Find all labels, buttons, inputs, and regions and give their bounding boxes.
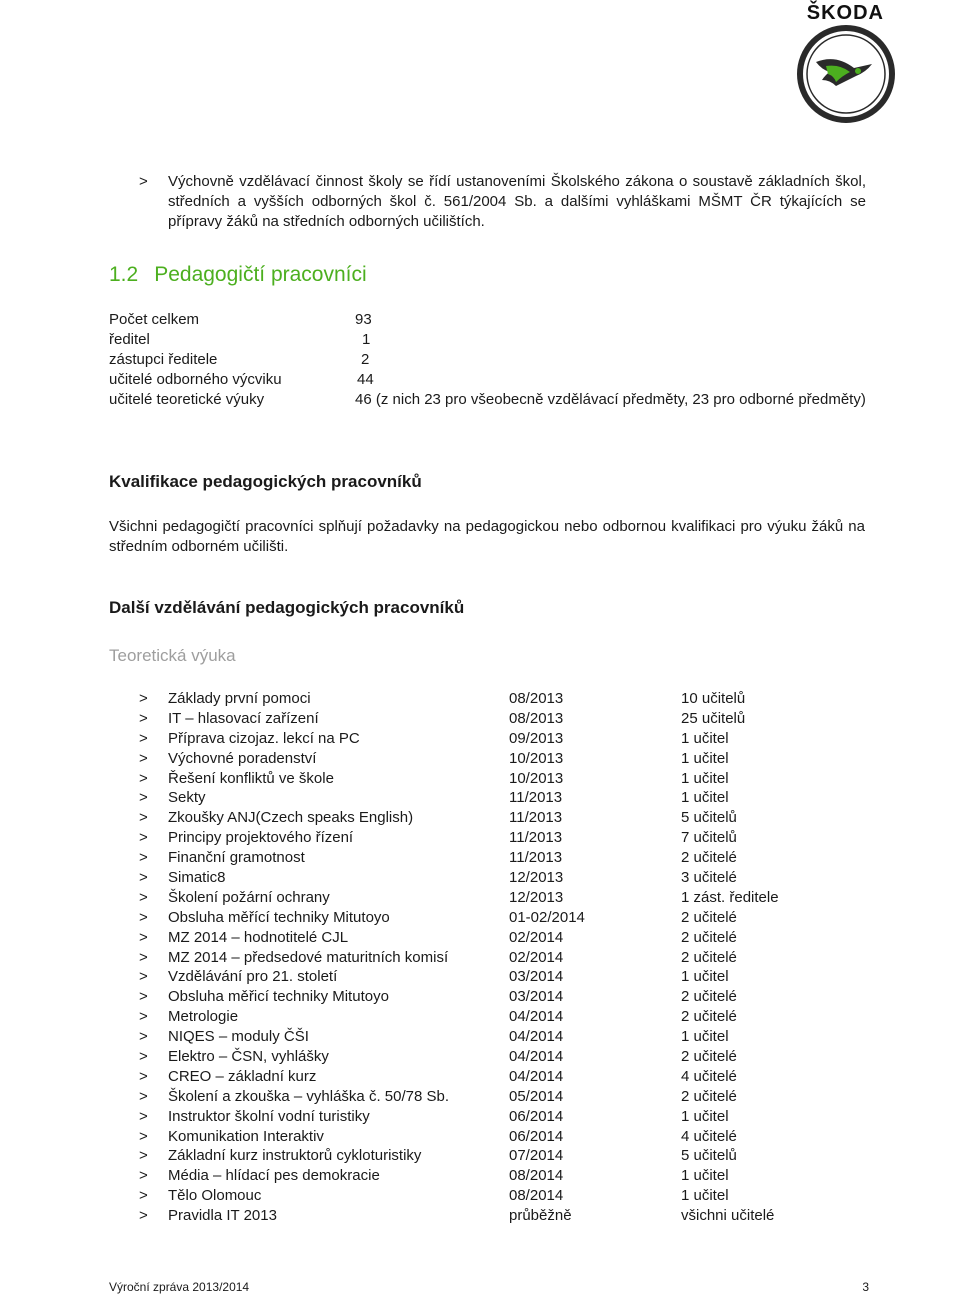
list-item [139, 848, 899, 868]
course-date: 07/2014 [509, 1147, 564, 1165]
course-date: 04/2014 [509, 1028, 564, 1046]
count-value: 46 (z nich 23 pro všeobecně vzdělávací předměty, 23 pro odborné předměty) [355, 391, 866, 408]
course-date: 08/2013 [509, 709, 564, 727]
list-item [139, 967, 899, 987]
bullet-marker: > [139, 988, 148, 1006]
list-item [139, 1166, 899, 1186]
course-date: 06/2014 [509, 1107, 564, 1125]
bullet-marker: > [139, 769, 148, 787]
count-value: 44 [357, 371, 374, 388]
course-participants: 2 učitelé [681, 849, 737, 867]
course-name: Metrologie [168, 1008, 239, 1026]
list-item [139, 908, 899, 928]
count-label: učitelé odborného výcviku [109, 371, 282, 388]
course-name: NIQES – moduly ČŠI [168, 1028, 309, 1046]
count-label: zástupci ředitele [109, 351, 218, 368]
count-row [109, 370, 869, 390]
list-item [139, 1107, 899, 1127]
course-participants: 3 učitelé [681, 869, 737, 887]
course-participants: 2 učitelé [681, 928, 737, 946]
list-item [139, 1146, 899, 1166]
course-name: Školení požární ochrany [168, 888, 330, 906]
course-name: Základy první pomoci [168, 690, 311, 707]
course-participants: 7 učitelů [681, 829, 737, 847]
course-participants: 4 učitelé [681, 1127, 737, 1145]
course-name: Principy projektového řízení [168, 829, 354, 847]
bullet-marker: > [139, 829, 148, 847]
course-name: Elektro – ČSN, vyhlášky [168, 1048, 329, 1066]
bullet-marker: > [139, 849, 148, 867]
course-name: Zkoušky ANJ(Czech speaks English) [168, 809, 414, 827]
course-name: Obsluha měřící techniky Mitutoyo [168, 908, 390, 926]
course-name: Školení a zkouška – vyhláška č. 50/78 Sb. [168, 1087, 449, 1105]
course-date: 05/2014 [509, 1087, 564, 1105]
list-item [139, 888, 899, 908]
bullet-marker: > [139, 948, 148, 966]
course-participants: všichni učitelé [681, 1207, 775, 1225]
section-number: 1.2 [109, 263, 139, 286]
course-participants: 2 učitelé [681, 948, 737, 966]
bullet-marker: > [139, 888, 148, 906]
course-name: IT – hlasovací zařízení [168, 709, 319, 727]
course-name: MZ 2014 – předsedové maturitních komisí [168, 948, 449, 966]
bullet-marker: > [139, 1187, 148, 1205]
bullet-marker: > [139, 968, 148, 986]
section-title: Pedagogičtí pracovníci [154, 263, 367, 286]
list-item [139, 828, 899, 848]
section-heading [109, 263, 367, 287]
count-row [109, 330, 869, 350]
course-participants: 1 učitel [681, 769, 729, 787]
list-item [139, 729, 899, 749]
course-name: Finanční gramotnost [168, 849, 305, 867]
list-item [139, 769, 899, 789]
course-date: 02/2014 [509, 928, 564, 946]
training-heading: Další vzdělávání pedagogických pracovníků [109, 598, 465, 617]
course-date: 08/2014 [509, 1187, 564, 1205]
course-date: 11/2013 [509, 809, 563, 827]
course-name: Tělo Olomouc [168, 1187, 262, 1205]
bullet-marker: > [139, 928, 148, 946]
count-value: 1 [362, 331, 371, 348]
course-name: Média – hlídací pes demokracie [168, 1167, 380, 1185]
skoda-logo-text: ŠKODA [806, 2, 884, 24]
course-participants: 1 učitel [681, 968, 729, 986]
list-item [139, 1127, 899, 1147]
list-item [139, 1186, 899, 1206]
list-item [139, 1087, 899, 1107]
count-value: 93 [355, 311, 372, 328]
course-name: CREO – základní kurz [168, 1067, 317, 1085]
list-item [139, 808, 899, 828]
course-participants: 25 učitelů [681, 709, 746, 727]
course-participants: 1 zást. ředitele [681, 888, 779, 906]
bullet-marker: > [139, 809, 148, 827]
count-row [109, 390, 869, 432]
count-row [109, 350, 869, 370]
bullet-marker: > [139, 1087, 148, 1105]
course-list [139, 689, 899, 1226]
course-name: Vzdělávání pro 21. století [168, 968, 338, 986]
course-date: 04/2014 [509, 1048, 564, 1066]
qualification-text: Všichni pedagogičtí pracovníci splňují požadavky na pedagogickou nebo odbornou kvalifikaci pro výuku žáků na středním odborném učilišti. [109, 518, 865, 555]
bullet-marker: > [139, 1067, 148, 1085]
course-participants: 1 učitel [681, 1187, 729, 1205]
course-name: Základní kurz instruktorů cykloturistiky [168, 1147, 422, 1165]
count-label: učitelé teoretické výuky [109, 391, 265, 408]
qualification-heading: Kvalifikace pedagogických pracovníků [109, 472, 422, 491]
list-item [139, 1027, 899, 1047]
course-participants: 1 učitel [681, 1028, 729, 1046]
list-item [139, 689, 899, 709]
course-participants: 2 učitelé [681, 988, 737, 1006]
bullet-marker: > [139, 690, 148, 707]
course-participants: 5 učitelů [681, 809, 737, 827]
count-label: Počet celkem [109, 311, 200, 328]
course-participants: 10 učitelů [681, 690, 746, 707]
course-participants: 2 učitelé [681, 1087, 737, 1105]
course-name: Obsluha měřicí techniky Mitutoyo [168, 988, 389, 1006]
list-item [139, 987, 899, 1007]
bullet-marker: > [139, 1028, 148, 1046]
course-date: průběžně [509, 1207, 572, 1225]
course-participants: 1 učitel [681, 729, 729, 747]
count-row [109, 310, 869, 330]
course-date: 01-02/2014 [509, 908, 585, 926]
course-date: 04/2014 [509, 1067, 564, 1085]
bullet-marker: > [139, 908, 148, 926]
course-name: Pravidla IT 2013 [168, 1207, 277, 1225]
count-label: ředitel [109, 331, 150, 348]
course-date: 10/2013 [509, 769, 564, 787]
bullet-marker: > [139, 1207, 148, 1225]
course-participants: 2 učitelé [681, 1008, 737, 1026]
list-item [139, 709, 899, 729]
course-name: Instruktor školní vodní turistiky [168, 1107, 370, 1125]
course-participants: 1 učitel [681, 789, 729, 807]
list-item [139, 928, 899, 948]
bullet-marker: > [139, 869, 148, 887]
course-participants: 5 učitelů [681, 1147, 737, 1165]
course-name: Výchovné poradenství [168, 749, 317, 767]
training-subheading: Teoretická výuka [109, 646, 236, 665]
course-date: 10/2013 [509, 749, 564, 767]
course-name: Řešení konfliktů ve škole [168, 769, 334, 787]
course-date: 03/2014 [509, 968, 564, 986]
count-value: 2 [361, 351, 370, 368]
course-date: 02/2014 [509, 948, 564, 966]
course-date: 08/2013 [509, 690, 564, 707]
intro-paragraph [141, 172, 866, 232]
footer-title: Výroční zpráva 2013/2014 [109, 1280, 250, 1294]
course-date: 09/2013 [509, 729, 564, 747]
bullet-marker: > [139, 729, 148, 747]
page-number: 3 [862, 1280, 869, 1294]
course-date: 06/2014 [509, 1127, 564, 1145]
list-item [139, 948, 899, 968]
bullet-marker: > [139, 1008, 148, 1026]
list-item [139, 1047, 899, 1067]
list-item [139, 788, 899, 808]
course-name: Komunikation Interaktiv [168, 1127, 324, 1145]
course-date: 11/2013 [509, 789, 563, 807]
course-name: Simatic8 [168, 869, 226, 887]
bullet-marker: > [139, 709, 148, 727]
bullet-marker: > [139, 1147, 148, 1165]
list-item [139, 1206, 899, 1226]
course-name: Sekty [168, 789, 206, 807]
bullet-marker: > [139, 173, 148, 190]
bullet-marker: > [139, 1107, 148, 1125]
course-date: 12/2013 [509, 888, 564, 906]
course-date: 11/2013 [509, 849, 563, 867]
course-participants: 2 učitelé [681, 1048, 737, 1066]
list-item [139, 1007, 899, 1027]
list-item [139, 1067, 899, 1087]
course-date: 12/2013 [509, 869, 564, 887]
list-item [139, 868, 899, 888]
course-participants: 1 učitel [681, 1107, 729, 1125]
course-date: 03/2014 [509, 988, 564, 1006]
course-participants: 4 učitelé [681, 1067, 737, 1085]
course-date: 11/2013 [509, 829, 563, 847]
course-date: 08/2014 [509, 1167, 564, 1185]
course-date: 04/2014 [509, 1008, 564, 1026]
course-name: Příprava cizojaz. lekcí na PC [168, 729, 360, 747]
bullet-marker: > [139, 749, 148, 767]
bullet-marker: > [139, 1048, 148, 1066]
bullet-marker: > [139, 1127, 148, 1145]
bullet-marker: > [139, 789, 148, 807]
course-participants: 2 učitelé [681, 908, 737, 926]
bullet-marker: > [139, 1167, 148, 1185]
list-item [139, 749, 899, 769]
course-name: MZ 2014 – hodnotitelé CJL [168, 928, 349, 946]
course-participants: 1 učitel [681, 749, 729, 767]
staff-counts [109, 310, 869, 432]
skoda-winged-arrow-logo [796, 24, 896, 124]
course-participants: 1 učitel [681, 1167, 729, 1185]
intro-text: Výchovně vzdělávací činnost školy se řídí ustanoveními Školského zákona o soustavě základních škol, středních a vyšších odborných škol č. 561/2004 Sb. a dalšími vyhláškami MŠMT ČR týkajících se přípravy žáků na středních odborných učilištích. [168, 173, 866, 230]
